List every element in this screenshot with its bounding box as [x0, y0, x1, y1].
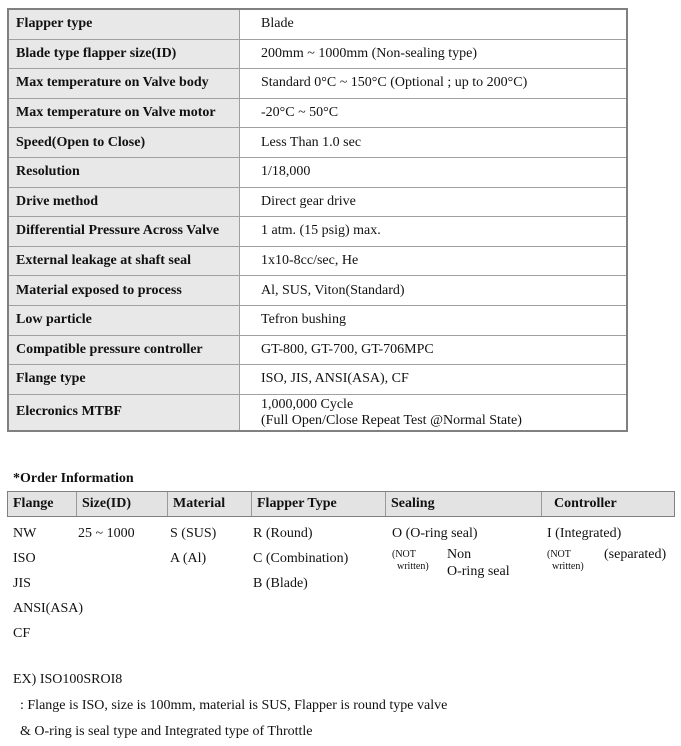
spec-label: Speed(Open to Close): [8, 128, 240, 158]
controller-option-not-written: [547, 546, 672, 586]
spec-value-line: Tefron bushing: [261, 312, 346, 328]
spec-row: [8, 394, 627, 431]
spec-row: [8, 98, 627, 128]
spec-row: [8, 276, 627, 306]
material-option: A (Al): [170, 551, 207, 566]
spec-value-line: ISO, JIS, ANSI(ASA), CF: [261, 371, 409, 387]
controller-option: I (Integrated): [547, 526, 622, 541]
spec-value-line: Less Than 1.0 sec: [261, 134, 362, 150]
order-header-flange: Flange: [8, 492, 77, 516]
spec-value-line: 1x10-8cc/sec, He: [261, 253, 359, 269]
size-option: 25 ~ 1000: [78, 526, 135, 541]
sealing-option: O (O-ring seal): [392, 526, 478, 541]
spec-value: [240, 365, 628, 395]
material-option: S (SUS): [170, 526, 217, 541]
spec-value: [240, 128, 628, 158]
flange-options: [13, 521, 83, 646]
spec-row: [8, 217, 627, 247]
spec-value: [240, 9, 628, 39]
spec-value: [240, 335, 628, 365]
spec-label: External leakage at shaft seal: [8, 246, 240, 276]
spec-value: [240, 69, 628, 99]
spec-value-line: 1/18,000: [261, 164, 311, 180]
spec-row: [8, 335, 627, 365]
flapper-option: B (Blade): [253, 576, 308, 591]
spec-label: Low particle: [8, 305, 240, 335]
spec-label: Max temperature on Valve body: [8, 69, 240, 99]
flange-option: CF: [13, 626, 31, 641]
spec-value: [240, 39, 628, 69]
spec-value-line: Al, SUS, Viton(Standard): [261, 282, 405, 298]
spec-row: [8, 157, 627, 187]
spec-row: [8, 187, 627, 217]
spec-value: [240, 98, 628, 128]
spec-row: [8, 365, 627, 395]
spec-table: [7, 8, 628, 432]
order-header-controller: Controller: [554, 496, 617, 511]
spec-value-line: -20°C ~ 50°C: [261, 105, 339, 121]
spec-value-line: Standard 0°C ~ 150°C (Optional ; up to 200°C): [261, 75, 528, 91]
non-oring-label: Non O-ring seal: [447, 547, 510, 579]
flapper-option: C (Combination): [253, 551, 349, 566]
spec-label: Flange type: [8, 365, 240, 395]
spec-row: [8, 9, 627, 39]
order-header-sealing: Sealing: [386, 492, 542, 516]
order-header-flapper-type: Flapper Type: [252, 492, 386, 516]
flange-option: NW: [13, 526, 37, 541]
not-written-note: (NOT written): [392, 549, 429, 572]
spec-value-line: 1 atm. (15 psig) max.: [261, 223, 381, 239]
spec-row: [8, 246, 627, 276]
spec-value-line: Direct gear drive: [261, 193, 356, 209]
flange-option: ISO: [13, 551, 36, 566]
order-header-material: Material: [168, 492, 252, 516]
spec-value-line: GT-800, GT-700, GT-706MPC: [261, 341, 434, 357]
spec-row: [8, 128, 627, 158]
spec-value: [240, 394, 628, 431]
spec-label: Elecronics MTBF: [8, 394, 240, 431]
flange-option: ANSI(ASA): [13, 601, 83, 616]
order-information-title: *Order Information: [13, 471, 134, 486]
spec-value: [240, 187, 628, 217]
spec-label: Blade type flapper size(ID): [8, 39, 240, 69]
flapper-options: [253, 521, 348, 596]
sealing-option-not-written: [392, 546, 532, 586]
spec-value: [240, 217, 628, 247]
separated-label: (separated): [604, 547, 667, 562]
size-options: [78, 521, 135, 546]
spec-row: [8, 305, 627, 335]
spec-label: Compatible pressure controller: [8, 335, 240, 365]
spec-label: Drive method: [8, 187, 240, 217]
example-code: EX) ISO100SROI8: [13, 672, 123, 687]
spec-value: [240, 246, 628, 276]
spec-label: Material exposed to process: [8, 276, 240, 306]
order-header-row: [7, 491, 675, 517]
example-line-2: & O-ring is seal type and Integrated type of Throttle: [13, 724, 313, 739]
spec-row: [8, 69, 627, 99]
spec-value-line: Blade: [261, 16, 294, 32]
controller-options: [547, 521, 672, 586]
spec-label: Flapper type: [8, 9, 240, 39]
material-options: [170, 521, 216, 571]
example-line-1: : Flange is ISO, size is 100mm, material is SUS, Flapper is round type valve: [13, 698, 448, 713]
spec-value-line: 1,000,000 Cycle: [261, 396, 354, 412]
flange-option: JIS: [13, 576, 31, 591]
spec-value-line: 200mm ~ 1000mm (Non-sealing type): [261, 45, 477, 61]
spec-value: [240, 305, 628, 335]
sealing-options: [392, 521, 532, 586]
spec-value: [240, 157, 628, 187]
spec-value-line: (Full Open/Close Repeat Test @Normal State): [261, 412, 522, 428]
not-written-note: (NOT written): [547, 549, 584, 572]
spec-value: [240, 276, 628, 306]
flapper-option: R (Round): [253, 526, 313, 541]
spec-label: Max temperature on Valve motor: [8, 98, 240, 128]
spec-row: [8, 39, 627, 69]
spec-label: Differential Pressure Across Valve: [8, 217, 240, 247]
spec-label: Resolution: [8, 157, 240, 187]
order-header-size: Size(ID): [77, 492, 168, 516]
